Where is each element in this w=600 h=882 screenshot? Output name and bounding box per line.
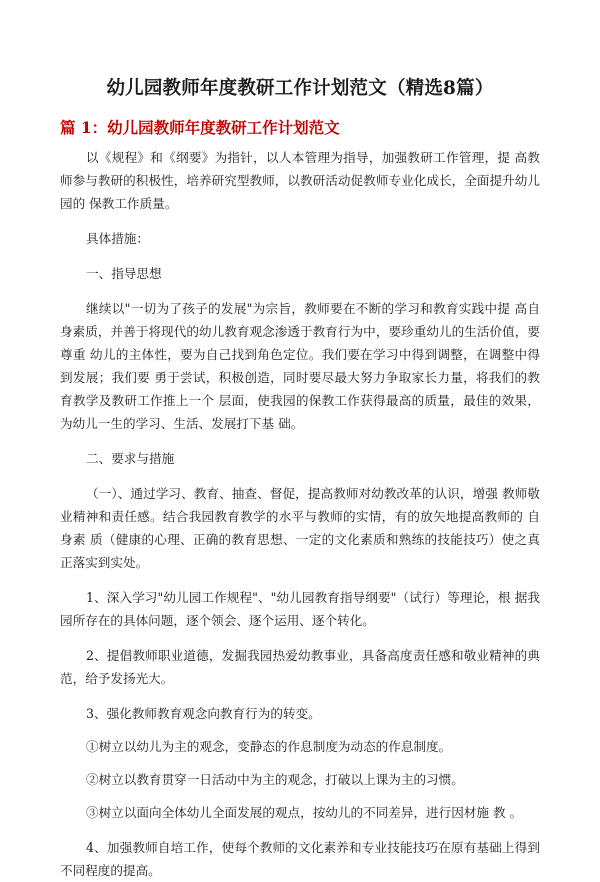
paragraph-subitem-2: ②树立以教育贯穿一日活动中为主的观念，打破以上课为主的习惯。 bbox=[86, 772, 464, 787]
paragraph-item-2: 2、提倡教师职业道德，发掘我园热爱幼教事业，具备高度责任感和敬业精神的典范，给予发扬光大。 bbox=[60, 648, 540, 686]
heading-requirements: 二、要求与措施 bbox=[86, 451, 175, 466]
heading-guiding-ideology: 一、指导思想 bbox=[86, 266, 162, 281]
paragraph-requirements-1: （一）、通过学习、教育、抽查、督促，提高教师对幼教改革的认识，增强 教师敬业精神和责任感。结合我园教育教学的水平与教师的实情，有的放矢地提高教师的 自身素 质（健康的心理、正确的教育思想、一定的文化素质和熟练的技能技巧）使之真正落实到实处。 bbox=[60, 486, 540, 570]
paragraph-subitem-1: ①树立以幼儿为主的观念，变静态的作息制度为动态的作息制度。 bbox=[86, 739, 452, 754]
section-heading: 篇 1：幼儿园教师年度教研工作计划范文 bbox=[60, 118, 340, 137]
paragraph-subitem-3: ③树立以面向全体幼儿全面发展的观点，按幼儿的不同差异，进行因材施 教 。 bbox=[86, 805, 523, 820]
paragraph-item-3: 3、强化教师教育观念向教育行为的转变。 bbox=[86, 706, 321, 721]
paragraph-guiding-ideology: 继续以"一切为了孩子的发展"为宗旨，教师要在不断的学习和教育实践中提 高自身素质，并善于将现代的幼儿教育观念渗透于教育行为中，要珍重幼儿的生活价值，要尊重 幼儿的主体性，要为自己找到角色定位。我们要在学习中得到调整，在调整中得到发展；我们要 勇于尝试，积极创造，同时要尽最大努力争取家长力量，将我们的教育教学及教研工作推上一个 层面，使我园的保教工作获得最高的质量，最佳的效果，为幼儿一生的学习、生活、发展打下基 础。 bbox=[60, 301, 540, 431]
paragraph-intro: 以《规程》和《纲要》为指针，以人本管理为指导，加强教研工作管理，提 高教师参与教研的积极性，培养研究型教师，以教研活动促教师专业化成长，全面提升幼儿园的 保教工作质量。 bbox=[60, 150, 540, 211]
paragraph-item-1: 1、深入学习"幼儿园工作规程"、"幼儿园教育指导纲要"（试行）等理论，根 据我园所存在的具体问题，逐个领会、逐个运用、逐个转化。 bbox=[60, 590, 540, 628]
paragraph-item-4: 4、加强教师自培工作，使每个教师的文化素养和专业技能技巧在原有基础上得到不同程度的提高。 bbox=[60, 840, 540, 878]
document-title: 幼儿园教师年度教研工作计划范文（精选8篇） bbox=[106, 78, 494, 99]
paragraph-measures-label: 具体措施： bbox=[86, 231, 149, 246]
